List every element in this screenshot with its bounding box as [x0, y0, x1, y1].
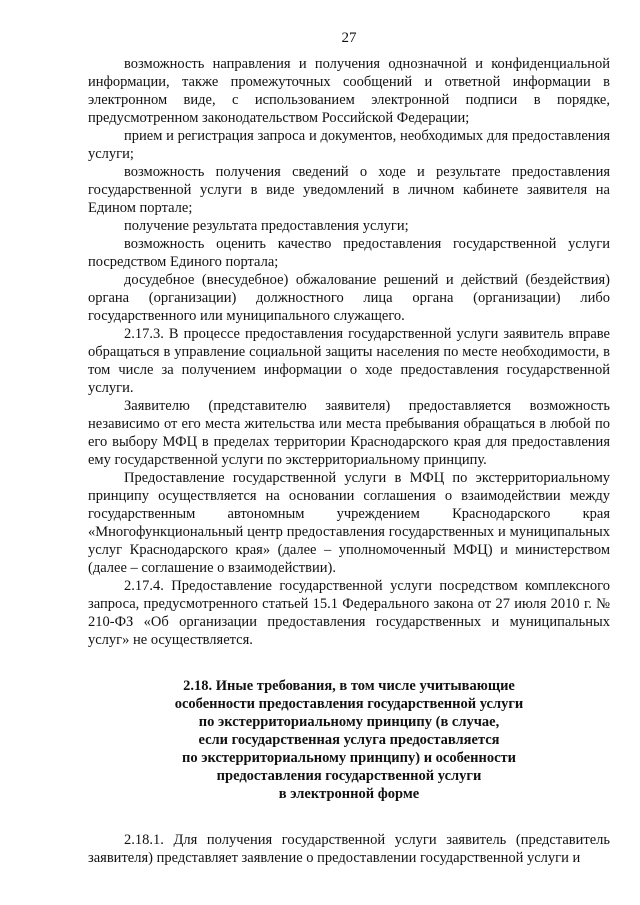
- paragraph: Предоставление государственной услуги в МФЦ по экстерриториальному принципу осуществляется на основании соглашения о взаимодействии между государственным автономным учреждением Краснодарского края «Многофункциональный центр предоставления государственных и муниципальных услуг Краснодарского края» (далее – уполномоченный МФЦ) и министерством (далее – соглашение о взаимодействии).: [88, 470, 610, 576]
- heading-line: по экстерриториальному принципу (в случае,: [198, 714, 500, 730]
- document-body: [88, 55, 610, 867]
- paragraph: возможность оценить качество предоставления государственной услуги посредством Единого портала;: [88, 236, 610, 270]
- paragraph: прием и регистрация запроса и документов, необходимых для предоставления услуги;: [88, 128, 610, 162]
- heading-line: в электронной форме: [278, 786, 420, 802]
- page-number: 27: [341, 30, 357, 46]
- heading-line: особенности предоставления государственной услуги: [174, 696, 524, 712]
- heading-line: 2.18. Иные требования, в том числе учитывающие: [183, 678, 515, 694]
- paragraph: досудебное (внесудебное) обжалование решений и действий (бездействия) органа (организации) должностного лица органа (организации) либо государственного или муниципального служащего.: [88, 272, 610, 324]
- paragraph: 2.17.4. Предоставление государственной услуги посредством комплексного запроса, предусмотренного статьей 15.1 Федерального закона от 27 июля 2010 г. № 210-ФЗ «Об организации предоставления государственных и муниципальных услуг» не осуществляется.: [88, 578, 610, 648]
- paragraph: 2.17.3. В процессе предоставления государственной услуги заявитель вправе обращаться в управление социальной защиты населения по месте необходимости, в том числе за получением информации о ходе предоставления государственной услуги.: [88, 326, 610, 396]
- section-heading: [88, 677, 610, 803]
- paragraph: возможность направления и получения однозначной и конфиденциальной информации, также промежуточных сообщений и ответной информации в электронном виде, с использованием электронной подписи в порядке, предусмотренном законодательством Российской Федерации;: [88, 56, 610, 126]
- paragraph: Заявителю (представителю заявителя) предоставляется возможность независимо от его места жительства или места пребывания обращаться в любой по его выбору МФЦ в пределах территории Краснодарского края для предоставления ему государственной услуги по экстерриториальному принципу.: [88, 398, 610, 468]
- heading-line: если государственная услуга предоставляется: [198, 732, 500, 748]
- paragraph: 2.18.1. Для получения государственной услуги заявитель (представитель заявителя) представляет заявление о предоставлении государственной услуги и: [88, 832, 610, 866]
- heading-line: предоставления государственной услуги: [216, 768, 482, 784]
- paragraph: возможность получения сведений о ходе и результате предоставления государственной услуги в виде уведомлений в личном кабинете заявителя на Едином портале;: [88, 164, 610, 216]
- heading-line: по экстерриториальному принципу) и особенности: [181, 750, 516, 766]
- paragraph: получение результата предоставления услуги;: [124, 218, 409, 234]
